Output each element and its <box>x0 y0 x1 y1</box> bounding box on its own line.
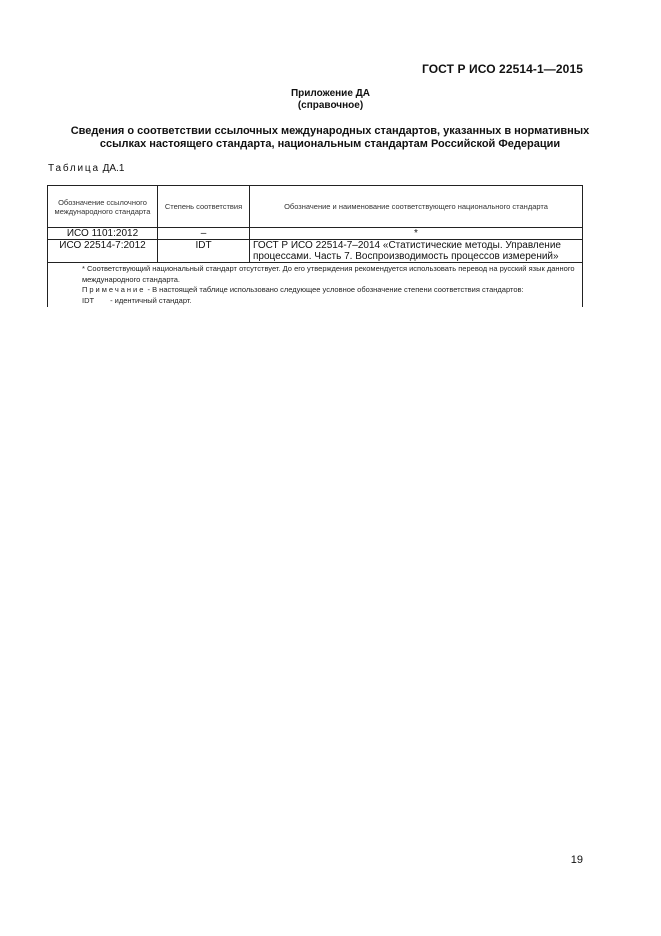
legend-abbr: IDT <box>82 295 95 305</box>
cell-ref-standard: ИСО 22514-7:2012 <box>48 240 158 263</box>
cell-ref-standard: ИСО 1101:2012 <box>48 228 158 240</box>
legend-row <box>52 296 578 307</box>
table-header-row <box>48 186 583 228</box>
table-row <box>48 228 583 240</box>
section-heading-line2: ссылках настоящего стандарта, национальным стандартам Российской Федерации <box>99 138 561 150</box>
annex-subtitle: (справочное) <box>297 100 364 111</box>
table-row <box>48 240 583 263</box>
footnote: * Соответствующий национальный стандарт отсутствует. До его утверждения рекомендуется использовать перевод на русский язык данного международного стандарта. <box>82 264 575 284</box>
legend-text: - идентичный стандарт. <box>110 295 192 305</box>
header-ref-standard: Обозначение ссылочного международного стандарта <box>48 186 158 228</box>
note-label: Примечание <box>82 285 146 294</box>
annex-title-line: Приложение ДА <box>290 88 371 99</box>
section-heading <box>40 125 620 151</box>
table-caption-word: Таблица <box>48 163 100 174</box>
table-caption <box>48 163 124 174</box>
cell-national-standard: ГОСТ Р ИСО 22514-7–2014 «Статистические методы. Управление процессами. Часть 7. Воспроизводимость процессов измерений» <box>250 240 583 263</box>
cell-degree: IDT <box>158 240 250 263</box>
header-national-standard: Обозначение и наименование соответствующего национального стандарта <box>250 186 583 228</box>
document-code: ГОСТ Р ИСО 22514-1—2015 <box>421 62 583 76</box>
cell-national-standard: * <box>250 228 583 240</box>
header-degree: Степень соответствия <box>158 186 250 228</box>
section-heading-line1: Сведения о соответствии ссылочных международных стандартов, указанных в нормативных <box>70 125 590 137</box>
table-notes-row <box>48 263 583 308</box>
table-notes <box>48 263 583 308</box>
note <box>52 285 578 296</box>
note-text: - В настоящей таблице использовано следующее условное обозначение степени соответствия стандартов: <box>147 285 524 294</box>
annex-title <box>0 88 661 112</box>
cell-degree: – <box>158 228 250 240</box>
standards-table <box>47 185 583 307</box>
table-caption-number: ДА.1 <box>102 163 125 174</box>
page-number: 19 <box>570 854 583 866</box>
